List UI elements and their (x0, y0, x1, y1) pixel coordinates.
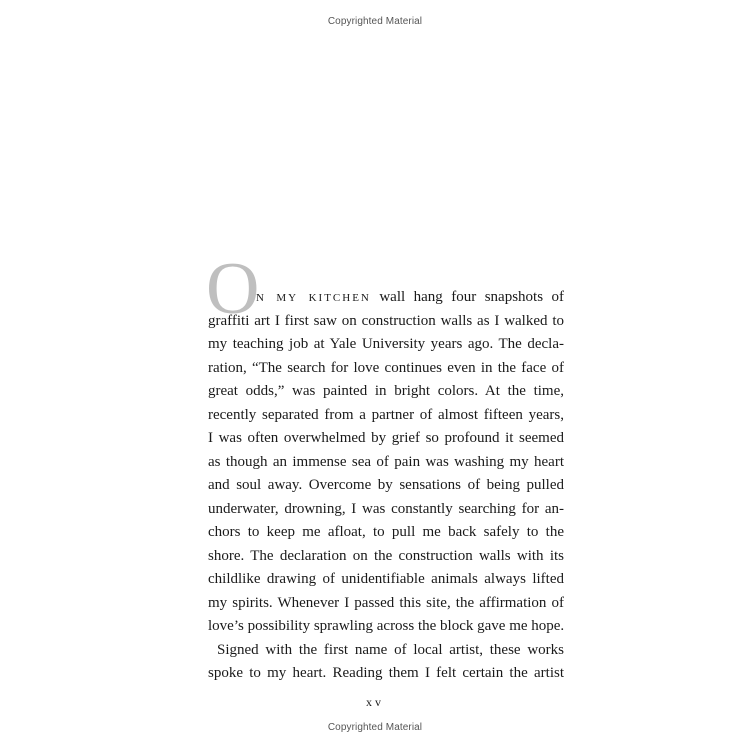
text-line: my spirits. Whenever I passed this site, the affirmation of (208, 594, 564, 611)
text-line: my teaching job at Yale University years ago. The decla- (208, 336, 564, 352)
text-line: underwater, drowning, I was constantly searching for an- (208, 500, 564, 517)
paragraph2-line: Signed with the first name of local artist, these works (217, 641, 564, 658)
copyright-watermark-bottom: Copyrighted Material (327, 722, 423, 733)
text-line: recently separated from a partner of almost fifteen years, (208, 406, 564, 423)
drop-cap-letter: O (206, 248, 260, 330)
text-line: as though an immense sea of pain was washing my heart (208, 453, 564, 470)
copyright-watermark-top: Copyrighted Material (327, 16, 423, 27)
text-line: shore. The declaration on the construction walls with its (208, 547, 564, 564)
text-line: ration, “The search for love continues even in the face of (208, 359, 564, 376)
text-line: childlike drawing of unidentifiable animals always lifted (208, 571, 564, 587)
chapter-body-text (206, 248, 565, 686)
text-line: love’s possibility sprawling across the block gave me hope. (208, 618, 565, 634)
opening-small-caps: n my kitchen (256, 289, 371, 305)
page-number: xv (366, 695, 384, 709)
text-line: graffiti art I first saw on construction walls as I walked to (208, 312, 564, 329)
text-line: I was often overwhelmed by grief so profound it seemed (208, 430, 564, 446)
text-line: chors to keep me afloat, to pull me back safely to the (208, 524, 564, 540)
paragraph2-line: spoke to my heart. Reading them I felt certain the artist (208, 665, 564, 681)
opening-line-rest: wall hang four snapshots of (370, 289, 564, 305)
text-line: and soul away. Overcome by sensations of being pulled (208, 477, 564, 493)
text-line: great odds,” was painted in bright colors. At the time, (208, 383, 564, 399)
